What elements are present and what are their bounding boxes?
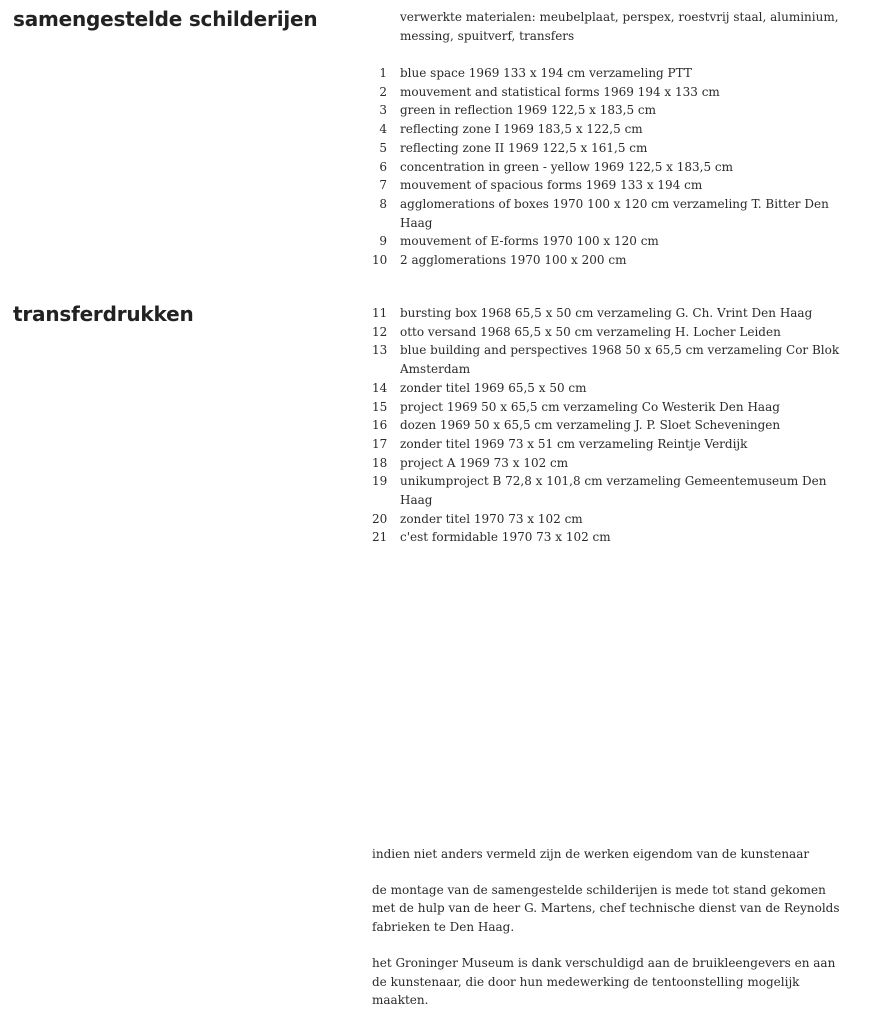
item-number: 11	[372, 306, 388, 320]
list-item	[372, 101, 852, 120]
item-number: 21	[372, 530, 388, 545]
list-item	[372, 341, 852, 378]
item-text: mouvement of E-forms 1970 100 x 120 cm	[400, 234, 659, 249]
item-text: reflecting zone I 1969 183,5 x 122,5 cm	[400, 122, 643, 137]
item-number: 19	[372, 474, 388, 489]
item-number: 9	[379, 234, 387, 249]
item-text: agglomerations of boxes 1970 100 x 120 cm verzameling T. Bitter Den Haag	[400, 196, 829, 230]
list-item	[372, 64, 852, 83]
item-number: 14	[372, 380, 388, 395]
footer-notes	[372, 845, 852, 1027]
item-text: blue building and perspectives 1968 50 x 65,5 cm verzameling Cor Blok Amsterdam	[400, 343, 840, 377]
item-number: 6	[379, 159, 387, 174]
item-number: 20	[372, 511, 388, 526]
item-number: 5	[379, 140, 387, 155]
list-item	[372, 323, 852, 342]
item-text: green in reflection 1969 122,5 x 183,5 cm	[400, 103, 657, 118]
item-number: 17	[372, 436, 388, 451]
item-text: reflecting zone II 1969 122,5 x 161,5 cm	[400, 140, 648, 155]
item-number: 15	[372, 399, 388, 414]
ownership-note: indien niet anders vermeld zijn de werken eigendom van de kunstenaar	[372, 847, 810, 861]
assembly-credit: de montage van de samengestelde schilderijen is mede tot stand gekomen met de hulp van de heer G. Martens, chef technische dienst van de Reynolds fabrieken te Den Haag.	[372, 882, 840, 935]
list-item	[372, 195, 852, 232]
list-item	[372, 416, 852, 435]
item-text: otto versand 1968 65,5 x 50 cm verzameling H. Locher Leiden	[400, 324, 781, 339]
paintings-list	[372, 64, 852, 270]
list-item	[372, 304, 852, 323]
item-number: 16	[372, 418, 388, 433]
materials-note: verwerkte materialen: meubelplaat, perspex, roestvrij staal, aluminium, messing, spuitverf, transfers	[400, 10, 839, 43]
item-text: blue space 1969 133 x 194 cm verzameling PTT	[400, 66, 692, 80]
list-item	[372, 251, 852, 270]
item-number: 2	[379, 84, 387, 99]
item-number: 12	[372, 324, 388, 339]
item-number: 1	[379, 66, 387, 80]
list-item	[372, 83, 852, 102]
item-text: zonder titel 1970 73 x 102 cm	[400, 511, 583, 526]
list-item	[372, 158, 852, 177]
list-item	[372, 379, 852, 398]
list-item	[372, 510, 852, 529]
section-heading-paintings: samengestelde schilderijen	[13, 7, 318, 31]
list-item	[372, 232, 852, 251]
item-number: 18	[372, 455, 388, 470]
list-item	[372, 528, 852, 547]
item-text: dozen 1969 50 x 65,5 cm verzameling J. P. Sloet Scheveningen	[400, 418, 781, 433]
item-number: 13	[372, 343, 388, 358]
acknowledgement: het Groninger Museum is dank verschuldigd aan de bruikleengevers en aan de kunstenaar, die door hun medewerking de tentoonstelling mogelijk maakten.	[372, 955, 836, 1008]
item-number: 10	[372, 253, 388, 268]
item-text: 2 agglomerations 1970 100 x 200 cm	[400, 253, 627, 268]
item-text: project A 1969 73 x 102 cm	[400, 455, 569, 470]
item-text: bursting box 1968 65,5 x 50 cm verzameling G. Ch. Vrint Den Haag	[400, 306, 813, 320]
item-text: mouvement of spacious forms 1969 133 x 194 cm	[400, 178, 703, 193]
item-number: 4	[379, 122, 387, 137]
list-item	[372, 139, 852, 158]
list-item	[372, 398, 852, 417]
list-item	[372, 120, 852, 139]
transfers-list	[372, 304, 852, 547]
item-text: zonder titel 1969 65,5 x 50 cm	[400, 380, 587, 395]
item-text: unikumproject B 72,8 x 101,8 cm verzameling Gemeentemuseum Den Haag	[400, 474, 827, 508]
item-number: 7	[379, 178, 387, 193]
item-text: zonder titel 1969 73 x 51 cm verzameling Reintje Verdijk	[400, 436, 748, 451]
list-item	[372, 176, 852, 195]
list-item	[372, 454, 852, 473]
list-item	[372, 472, 852, 509]
item-number: 8	[379, 196, 387, 211]
item-text: mouvement and statistical forms 1969 194 x 133 cm	[400, 84, 720, 99]
list-item	[372, 435, 852, 454]
item-text: concentration in green - yellow 1969 122,5 x 183,5 cm	[400, 159, 734, 174]
item-text: c'est formidable 1970 73 x 102 cm	[400, 530, 611, 545]
item-text: project 1969 50 x 65,5 cm verzameling Co Westerik Den Haag	[400, 399, 780, 414]
item-number: 3	[379, 103, 387, 118]
section-heading-transfers: transferdrukken	[13, 302, 194, 326]
